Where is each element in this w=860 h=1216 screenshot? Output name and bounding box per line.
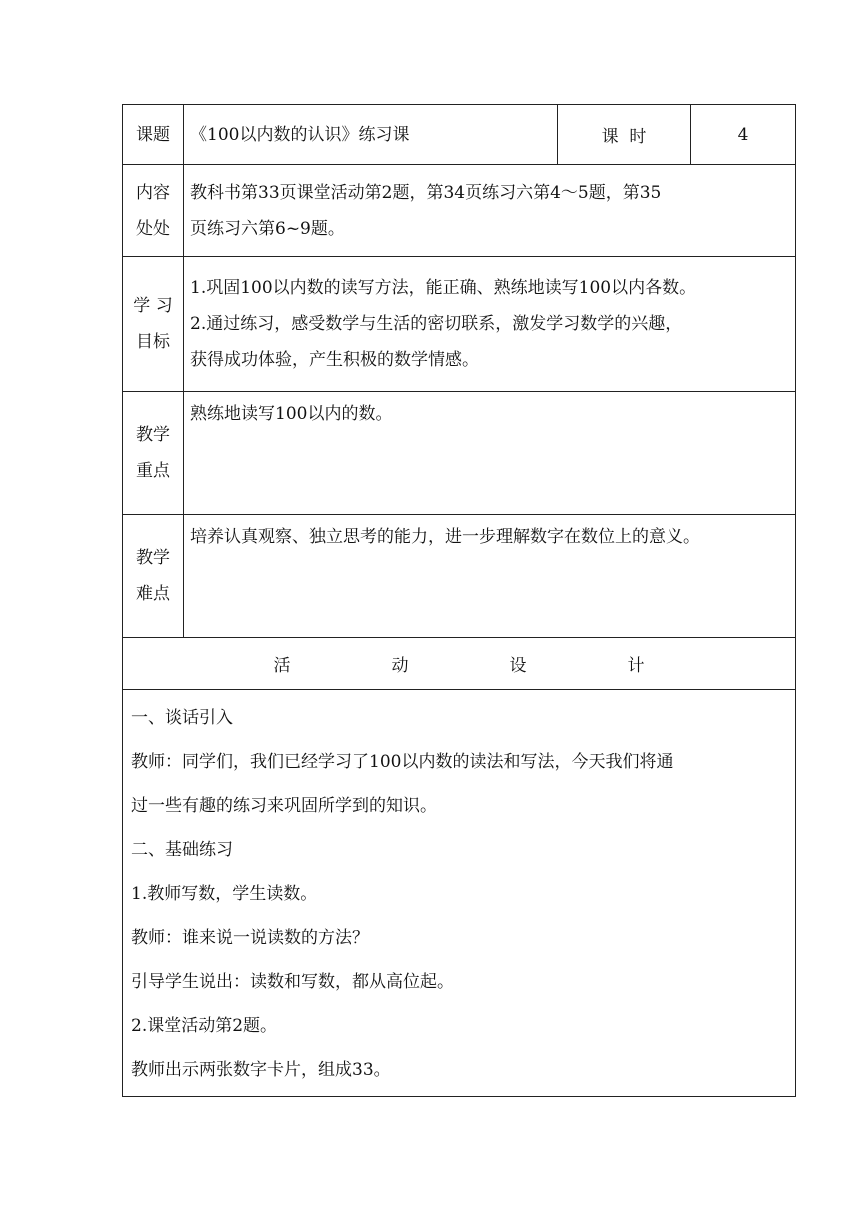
activity-line: 二、基础练习 [131, 840, 233, 860]
difficulties-label-line: 教学 [136, 548, 170, 568]
activity-heading-char: 计 [627, 656, 645, 676]
key-points-label-line: 重点 [136, 461, 170, 481]
activity-line: 一、谈话引入 [131, 708, 233, 728]
activity-heading-char: 设 [509, 656, 527, 676]
activity-line: 过一些有趣的练习来巩固所学到的知识。 [131, 796, 437, 816]
activity-heading-char: 动 [391, 656, 409, 676]
activity-heading [123, 638, 796, 690]
period-label: 课 时 [558, 105, 691, 165]
content-label-line: 内容 [136, 182, 170, 203]
difficulties-label-line: 难点 [136, 584, 170, 604]
activity-line: 教师出示两张数字卡片，组成33。 [131, 1060, 391, 1080]
topic-row [123, 105, 796, 165]
period-value: 4 [691, 105, 796, 165]
goals-text [184, 257, 796, 392]
content-text-line: 教科书第33页课堂活动第2题，第34页练习六第4～5题，第35 [190, 182, 662, 203]
activity-line: 引导学生说出：读数和写数，都从高位起。 [131, 972, 454, 992]
goals-text-line: 获得成功体验，产生积极的数学情感。 [190, 350, 479, 370]
activity-body-row [123, 690, 796, 1097]
content-text [184, 165, 796, 257]
content-text-line: 页练习六第6~9题。 [190, 218, 345, 239]
goals-row [123, 257, 796, 392]
topic-value: 《100以内数的认识》练习课 [184, 105, 558, 165]
key-points-label [123, 392, 184, 515]
difficulties-row [123, 515, 796, 638]
content-row [123, 165, 796, 257]
key-points-row [123, 392, 796, 515]
difficulties-label [123, 515, 184, 638]
topic-label: 课题 [123, 105, 184, 165]
content-label-line: 处处 [136, 218, 170, 239]
goals-label-line: 学 习 [133, 296, 173, 316]
goals-text-line: 1.巩固100以内数的读写方法，能正确、熟练地读写100以内各数。 [190, 278, 697, 298]
difficulties-text: 培养认真观察、独立思考的能力，进一步理解数字在数位上的意义。 [184, 515, 796, 638]
key-points-text: 熟练地读写100以内的数。 [184, 392, 796, 515]
goals-label [123, 257, 184, 392]
activity-line: 教师：谁来说一说读数的方法？ [131, 928, 369, 948]
activity-line: 教师：同学们，我们已经学习了100以内数的读法和写法，今天我们将通 [131, 752, 674, 772]
goals-label-line: 目标 [136, 332, 170, 352]
content-label [123, 165, 184, 257]
activity-heading-row [123, 638, 796, 690]
activity-line: 1.教师写数，学生读数。 [131, 884, 318, 904]
activity-heading-char: 活 [273, 656, 291, 676]
activity-body [123, 690, 796, 1097]
goals-text-line: 2.通过练习，感受数学与生活的密切联系，激发学习数学的兴趣， [190, 314, 683, 334]
lesson-plan-table [122, 104, 796, 1097]
activity-line: 2.课堂活动第2题。 [131, 1016, 278, 1036]
key-points-label-line: 教学 [136, 425, 170, 445]
